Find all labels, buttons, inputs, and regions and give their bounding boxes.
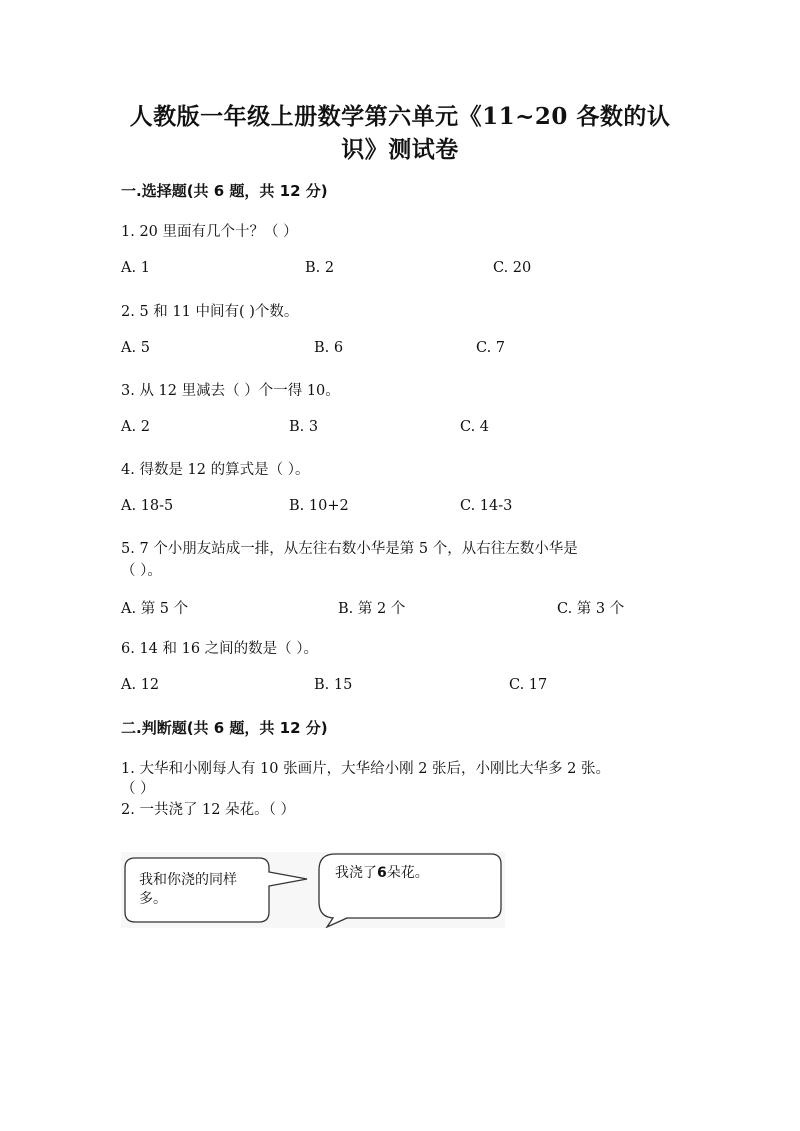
option-c[interactable]: C. 20 xyxy=(493,260,532,276)
question-6: 6. 14 和 16 之间的数是（ ）。 xyxy=(121,641,319,657)
right-bubble-prefix: 我浇了 xyxy=(335,865,377,881)
right-bubble-number: 6 xyxy=(377,865,387,881)
question-3: 3. 从 12 里减去（ ）个一得 10。 xyxy=(121,383,340,399)
option-b[interactable]: B. 10+2 xyxy=(289,498,349,514)
right-bubble-text xyxy=(335,862,429,884)
left-bubble-text-line2: 多。 xyxy=(139,891,167,907)
judge-question-2: 2. 一共浇了 12 朵花。（ ） xyxy=(121,802,295,818)
question-5: 5. 7 个小朋友站成一排，从左往右数小华是第 5 个，从右往左数小华是 xyxy=(121,541,578,557)
section1-heading: 一.选择题(共 6 题，共 12 分) xyxy=(121,182,328,200)
question-4: 4. 得数是 12 的算式是（ ）。 xyxy=(121,462,310,478)
option-a[interactable]: A. 1 xyxy=(121,260,150,276)
option-a[interactable]: A. 第 5 个 xyxy=(121,601,189,617)
right-bubble-tail xyxy=(327,918,347,927)
option-b[interactable]: B. 第 2 个 xyxy=(338,601,406,617)
left-bubble-text-line1: 我和你浇的同样 xyxy=(139,872,237,888)
option-a[interactable]: A. 2 xyxy=(121,419,150,435)
option-b[interactable]: B. 15 xyxy=(314,677,353,693)
option-c[interactable]: C. 第 3 个 xyxy=(557,601,625,617)
judge-question-1-answer-blank: （ ） xyxy=(121,781,155,797)
option-c[interactable]: C. 14-3 xyxy=(460,498,513,514)
option-c[interactable]: C. 7 xyxy=(476,340,506,356)
option-c[interactable]: C. 17 xyxy=(509,677,548,693)
question-1: 1. 20 里面有几个十？（ ） xyxy=(121,224,298,240)
option-b[interactable]: B. 2 xyxy=(305,260,335,276)
question-5-answer-blank: （ ）。 xyxy=(121,563,162,579)
speech-bubbles-picture xyxy=(121,852,505,928)
option-a[interactable]: A. 12 xyxy=(121,677,160,693)
option-b[interactable]: B. 3 xyxy=(289,419,319,435)
judge-question-1: 1. 大华和小刚每人有 10 张画片，大华给小刚 2 张后，小刚比大华多 2 张。 xyxy=(121,761,610,777)
section2-heading: 二.判断题(共 6 题，共 12 分) xyxy=(121,719,328,737)
right-bubble-suffix: 朵花。 xyxy=(386,865,429,881)
option-a[interactable]: A. 5 xyxy=(121,340,150,356)
question-2: 2. 5 和 11 中间有( )个数。 xyxy=(121,304,299,320)
option-a[interactable]: A. 18-5 xyxy=(121,498,174,514)
option-b[interactable]: B. 6 xyxy=(314,340,344,356)
page-title-line1: 人教版一年级上册数学第六单元《11~20 各数的认 xyxy=(129,103,671,130)
option-c[interactable]: C. 4 xyxy=(460,419,490,435)
page-title-line2: 识》测试卷 xyxy=(341,136,459,163)
